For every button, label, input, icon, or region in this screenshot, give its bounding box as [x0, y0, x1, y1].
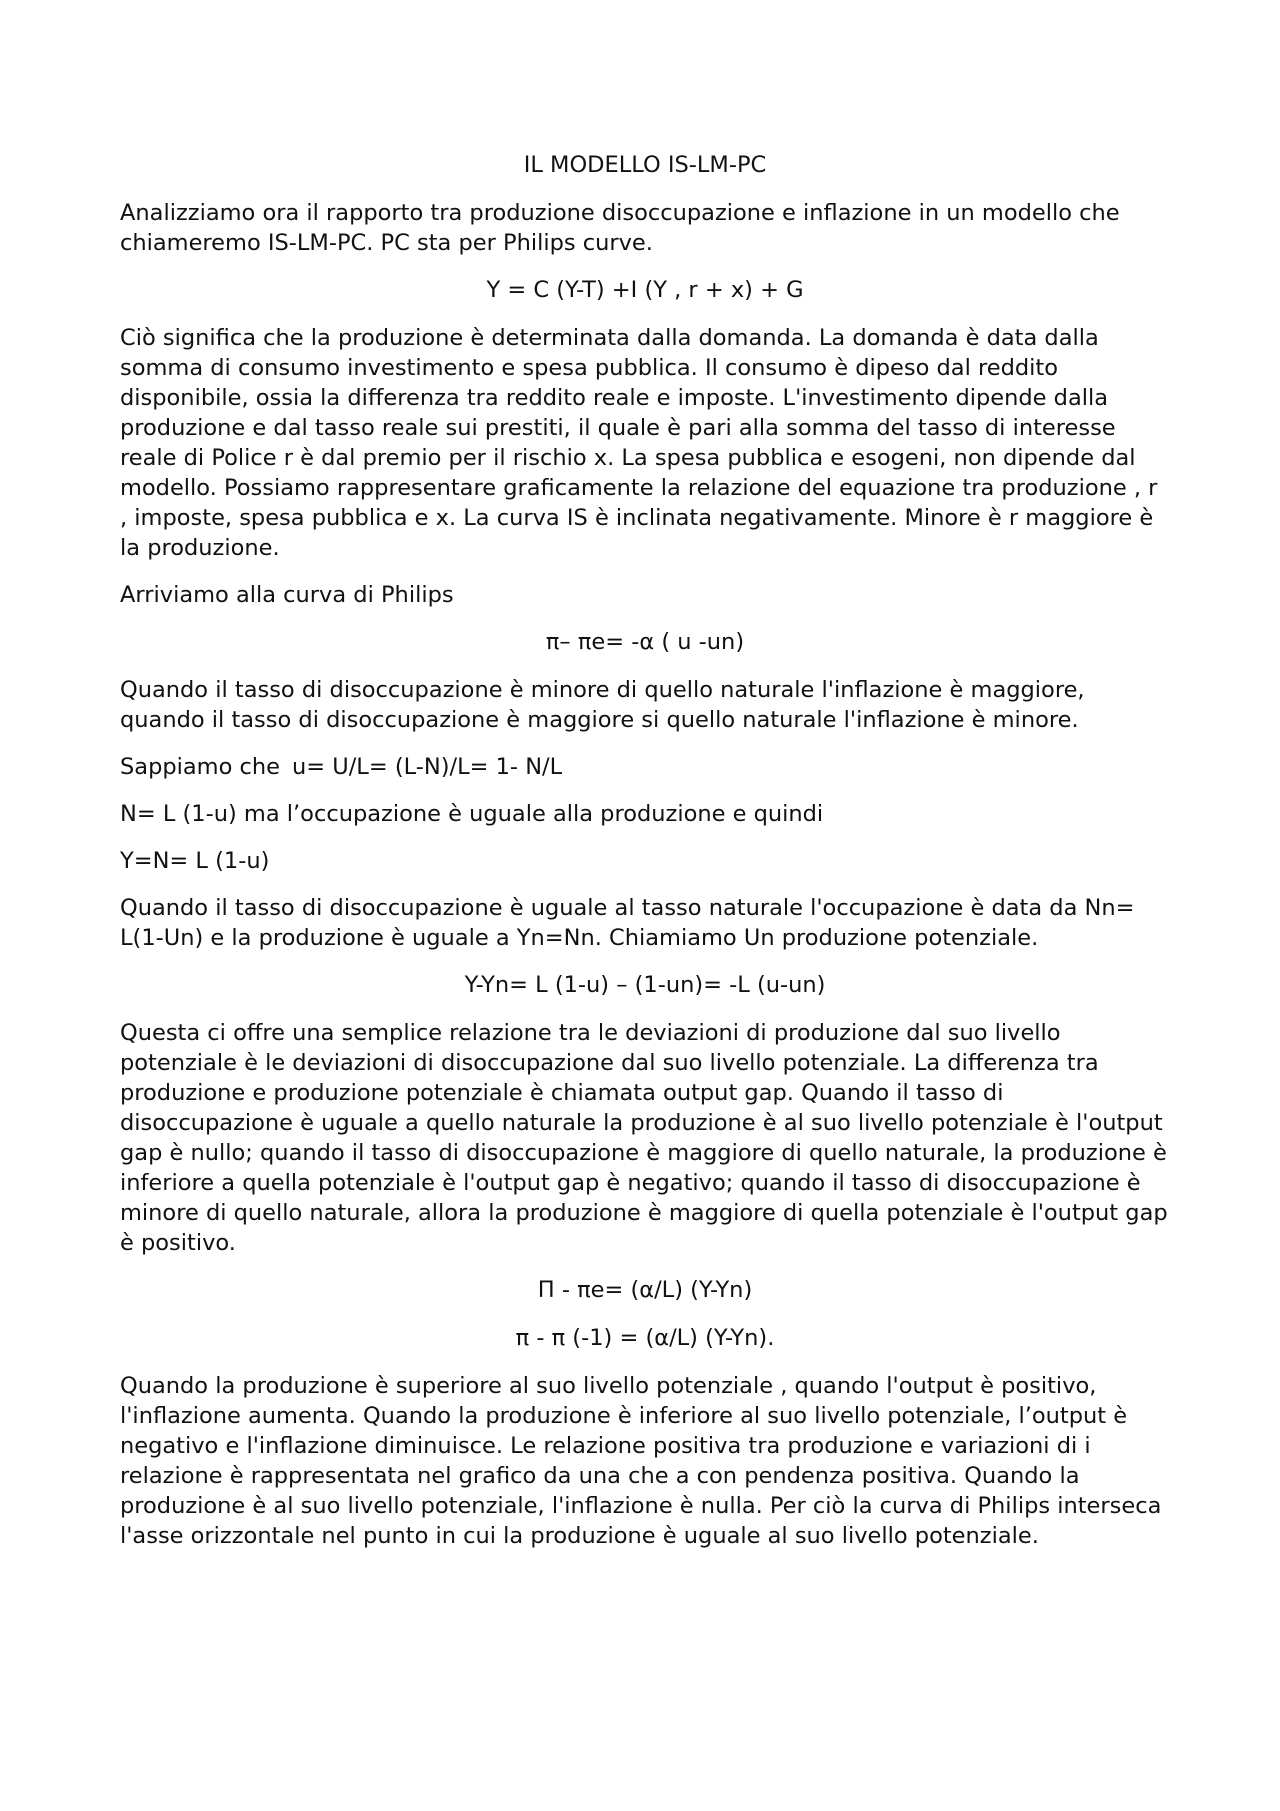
paragraph-intro: Analizziamo ora il rapporto tra produzione disoccupazione e inflazione in un modello che chiameremo IS-LM-PC. PC sta per Philips curve.	[120, 200, 1120, 256]
paragraph-employment: N= L (1-u) ma l’occupazione è uguale alla produzione e quindi	[120, 801, 824, 827]
paragraph-natural-rate: Quando il tasso di disoccupazione è uguale al tasso naturale l'occupazione è data da Nn= L(1-Un) e la produzione è uguale a Yn=Nn. Chiamiamo Un produzione potenziale.	[120, 895, 1135, 951]
equation-inflation-gap: Π - πe= (α/L) (Y-Yn)	[537, 1277, 753, 1303]
sappiamo-che-label: Sappiamo che	[120, 754, 280, 780]
paragraph-is-explanation: Ciò significa che la produzione è determinata dalla domanda. La domanda è data dalla somma di consumo investimento e spesa pubblica. Il consumo è dipeso dal reddito disponibile, ossia la differenza tra reddito reale e imposte. L'investimento dipende dalla produzione e dal tasso reale sui prestiti, il quale è pari alla somma del tasso di interesse reale di Police r è dal premio per il rischio x. La spesa pubblica e esogeni, non dipende dal modello. Possiamo rappresentare graficamente la relazione del equazione tra produzione , r , imposte, spesa pubblica e x. La curva IS è inclinata negativamente. Minore è r maggiore è la produzione.	[120, 325, 1158, 561]
paragraph-output-equation: Y=N= L (1-u)	[120, 848, 270, 874]
document-title: IL MODELLO IS-LM-PC	[523, 152, 767, 178]
equation-philips-curve: π– πe= -α ( u -un)	[545, 629, 745, 655]
document-page	[120, 150, 1170, 1568]
equation-output-gap: Y-Yn= L (1-u) – (1-un)= -L (u-un)	[464, 972, 826, 998]
paragraph-unemployment-inflation: Quando il tasso di disoccupazione è minore di quello naturale l'inflazione è maggiore, quando il tasso di disoccupazione è maggiore si quello naturale l'inflazione è minore.	[120, 677, 1085, 733]
equation-inflation-change: π - π (-1) = (α/L) (Y-Yn).	[515, 1325, 775, 1351]
paragraph-philips-intro: Arriviamo alla curva di Philips	[120, 582, 454, 608]
paragraph-output-gap: Questa ci offre una semplice relazione tra le deviazioni di produzione dal suo livello potenziale è le deviazioni di disoccupazione dal suo livello potenziale. La differenza tra produzione e produzione potenziale è chiamata output gap. Quando il tasso di disoccupazione è uguale a quello naturale la produzione è al suo livello potenziale è l'output gap è nullo; quando il tasso di disoccupazione è maggiore di quello naturale, la produzione è inferiore a quella potenziale è l'output gap è negativo; quando il tasso di disoccupazione è minore di quello naturale, allora la produzione è maggiore di quella potenziale è l'output gap è positivo.	[120, 1020, 1168, 1256]
equation-is-curve: Y = C (Y-T) +I (Y , r + x) + G	[486, 277, 804, 303]
paragraph-conclusion: Quando la produzione è superiore al suo livello potenziale , quando l'output è positivo, l'inflazione aumenta. Quando la produzione è inferiore al suo livello potenziale, l’output è negativo e l'inflazione diminuisce. Le relazione positiva tra produzione e variazioni di i relazione è rappresentata nel grafico da una che a con pendenza positiva. Quando la produzione è al suo livello potenziale, l'inflazione è nulla. Per ciò la curva di Philips interseca l'asse orizzontale nel punto in cui la produzione è uguale al suo livello potenziale.	[120, 1373, 1162, 1549]
unemployment-formula: u= U/L= (L-N)/L= 1- N/L	[291, 754, 563, 780]
paragraph-unemployment-definition	[120, 752, 1170, 782]
